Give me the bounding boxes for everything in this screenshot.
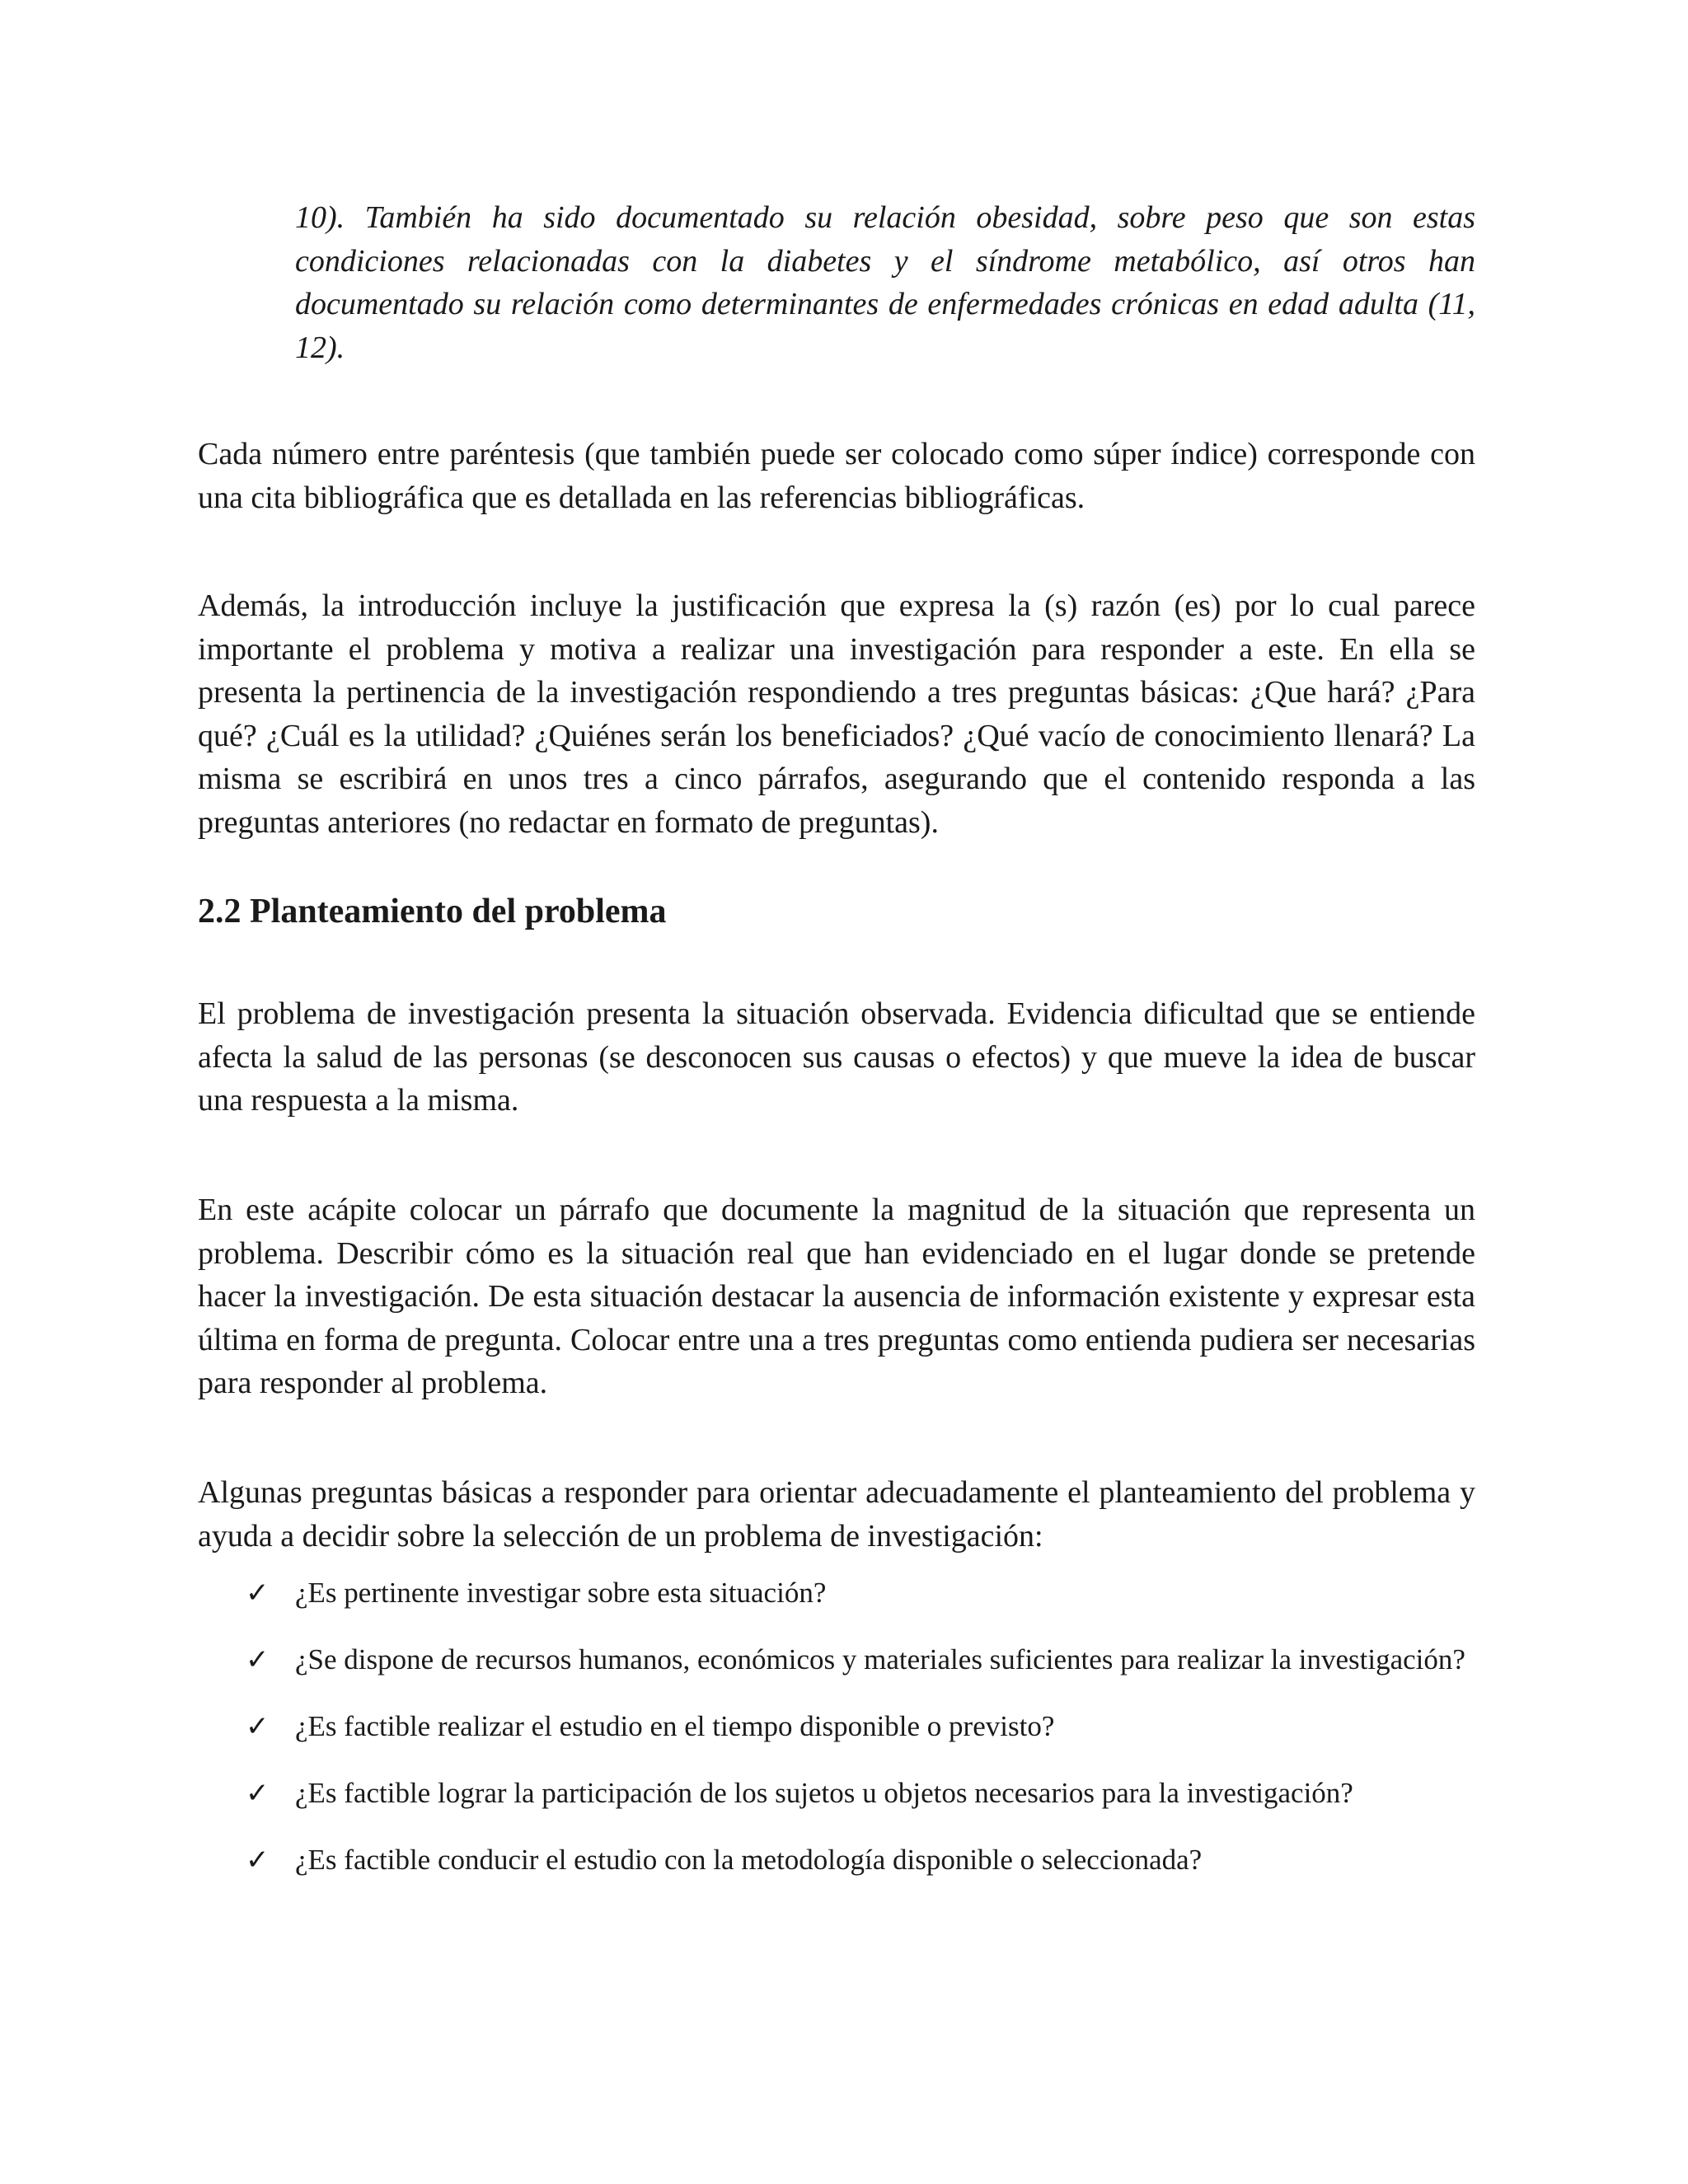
checkmark-icon: ✓ [246, 1643, 270, 1676]
question-checklist [198, 1572, 1475, 1906]
list-item-text: ¿Es factible conducir el estudio con la metodología disponible o seleccionada? [295, 1844, 1203, 1876]
checkmark-icon: ✓ [246, 1710, 270, 1743]
list-item [198, 1572, 1475, 1614]
paragraph-basic-questions: Algunas preguntas básicas a responder para orientar adecuadamente el planteamiento del problema y ayuda a decidir sobre la selección de un problema de investigación: [198, 1475, 1475, 1554]
paragraph-problem-magnitude: En este acápite colocar un párrafo que documente la magnitud de la situación que representa un problema. Describir cómo es la situación real que han evidenciado en el lugar donde se pretende hacer la investigación. De esta situación destacar la ausencia de información existente y expresar esta última en forma de pregunta. Colocar entre una a tres preguntas como entienda pudiera ser necesarias para responder al problema. [198, 1193, 1475, 1400]
list-item-text: ¿Es factible lograr la participación de los sujetos u objetos necesarios para la investigación? [295, 1777, 1353, 1809]
paragraph-problem-definition: El problema de investigación presenta la situación observada. Evidencia dificultad que se entiende afecta la salud de las personas (se desconocen sus causas o efectos) y que mueve la idea de buscar una respuesta a la misma. [198, 996, 1475, 1118]
paragraph-citation-note: Cada número entre paréntesis (que también puede ser colocado como súper índice) corresponde con una cita bibliográfica que es detallada en las referencias bibliográficas. [198, 437, 1475, 515]
paragraph-justification: Además, la introducción incluye la justificación que expresa la (s) razón (es) por lo cual parece importante el problema y motiva a realizar una investigación para responder a este. En ella se presenta la pertinencia de la investigación respondiendo a tres preguntas básicas: ¿Que hará? ¿Para qué? ¿Cuál es la utilidad? ¿Quiénes serán los beneficiados? ¿Qué vacío de conocimiento llenará? La misma se escribirá en unos tres a cinco párrafos, asegurando que el contenido responda a las preguntas anteriores (no redactar en formato de preguntas). [198, 588, 1475, 840]
list-item [198, 1639, 1475, 1680]
list-item [198, 1840, 1475, 1881]
checkmark-icon: ✓ [246, 1777, 270, 1810]
list-item [198, 1706, 1475, 1747]
section-heading: 2.2 Planteamiento del problema [198, 893, 667, 930]
checkmark-icon: ✓ [246, 1844, 270, 1877]
list-item [198, 1773, 1475, 1814]
list-item-text: ¿Es factible realizar el estudio en el tiempo disponible o previsto? [295, 1710, 1055, 1742]
quoted-paragraph: 10). También ha sido documentado su relación obesidad, sobre peso que son estas condiciones relacionadas con la diabetes y el síndrome metabólico, así otros han documentado su relación como determinantes de enfermedades crónicas en edad adulta (11, 12). [295, 200, 1475, 365]
checkmark-icon: ✓ [246, 1577, 270, 1610]
list-item-text: ¿Es pertinente investigar sobre esta situación? [295, 1577, 827, 1609]
list-item-text: ¿Se dispone de recursos humanos, económicos y materiales suficientes para realizar la investigación? [295, 1643, 1465, 1675]
